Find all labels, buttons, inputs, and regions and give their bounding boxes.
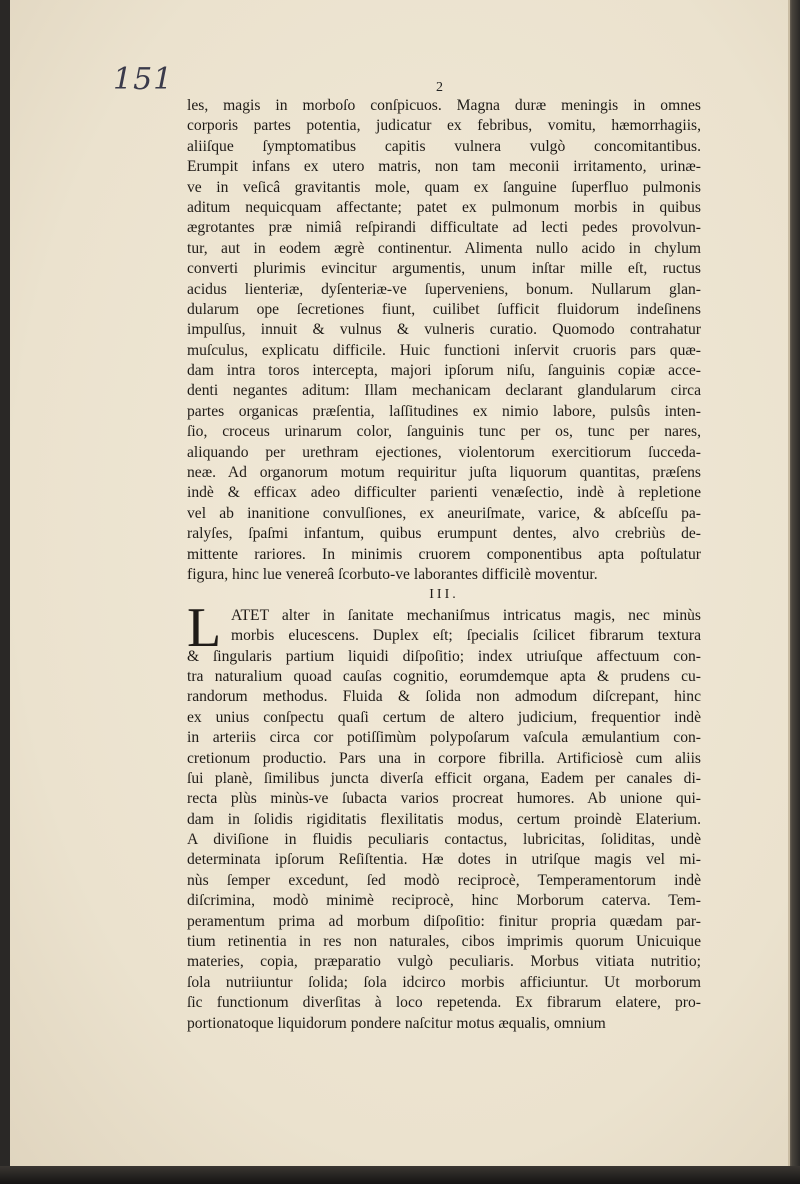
text-line: morbis elucescens. Duplex eſt; ſpecialis ſcilicet fibrarum textura	[231, 627, 701, 645]
text-line: dam in ſolidis rigiditatis flexilitatis modus, certum proindè Elaterium.	[187, 810, 701, 828]
text-line: acidus lienteriæ, dyſenteriæ-ve ſuperveniens, bonum. Nullarum glan-	[187, 280, 701, 298]
text-line: aliiſque ſymptomatibus capitis vulnera vulgò concomitantibus.	[187, 137, 701, 155]
text-line: tium retinentia in res non naturales, cibos imprimis quorum Unicuique	[187, 933, 701, 951]
text-line: mittente rariores. In minimis cruorem componentibus apta poſtulatur	[187, 545, 701, 563]
text-line: converti plurimis evincitur argumentis, unum inſtar mille eſt, ructus	[187, 260, 701, 278]
text-line: ægrotantes præ nimiâ reſpirandi difficultate ad lecti pedes provolvun-	[187, 219, 701, 237]
folio-number: 151	[113, 62, 174, 97]
text-line: ve in veſicâ gravitantis mole, quam ex ſanguine ſuperfluo pulmonis	[187, 178, 701, 196]
text-line: determinata ipſorum Reſiſtentia. Hæ dotes in utriſque magis vel mi-	[187, 851, 701, 869]
text-line: ſui planè, ſimilibus juncta diverſa efficit organa, Eadem per canales di-	[187, 769, 701, 787]
text-line: recta plùs minùs-ve ſubacta varios procreat humores. Ab unione qui-	[187, 790, 701, 808]
text-line: materies, copia, præparatio vulgò peculiaris. Morbus vitiata nutritio;	[187, 953, 701, 971]
text-line: ralyſes, ſpaſmi infantum, quibus erumpunt dentes, alvo crebriùs de-	[187, 525, 701, 543]
text-line: indè & efficax adeo difficulter parienti venæſectio, indè à repletione	[187, 484, 701, 502]
text-line: aliquando per urethram ejectiones, violentorum exercitiorum ſucceda-	[187, 443, 701, 461]
paragraph-2	[187, 596, 701, 1034]
signature-mark: 2	[436, 80, 443, 95]
page-bottom-edge	[0, 1166, 800, 1184]
text-line: dam intra toros intercepta, majori ipſorum niſu, ſanguinis copiæ acce-	[187, 362, 701, 380]
text-line: vel ab inanitione convulſiones, ex aneuriſmate, varice, & abſceſſu pa-	[187, 504, 701, 522]
text-line: ATET alter in ſanitate mechaniſmus intricatus magis, nec minùs	[231, 606, 701, 624]
section-heading: III.	[429, 587, 459, 603]
text-line: neæ. Ad organorum motum requiritur juſta liquorum quantitas, præſens	[187, 464, 701, 482]
text-line: figura, hinc lue venereâ ſcorbuto-ve laborantes difficilè moventur.	[187, 565, 598, 583]
text-line: A diviſione in fluidis peculiaris contactus, lubricitas, ſoliditas, undè	[187, 831, 701, 849]
text-line: ſola nutriiuntur ſolida; ſola idcirco morbis afficiuntur. Ut morborum	[187, 973, 701, 991]
text-line: aditum nequicquam affectante; patet ex pulmonum morbis in quibus	[187, 198, 701, 216]
text-line: les, magis in morboſo conſpicuos. Magna duræ meningis in omnes	[187, 97, 701, 114]
text-line: tur, aut in eodem ægrè continentur. Alimenta nullo acido in chylum	[187, 239, 701, 257]
text-line: peramentum prima ad morbum diſpoſitio: finitur propria quædam par-	[187, 912, 701, 930]
text-line: denti negantes aditum: Illam mechanicam declarant glandularum circa	[187, 382, 701, 400]
text-line: ſic functionum diverſitas à loco repetenda. Ex fibrarum elatere, pro-	[187, 994, 701, 1012]
paragraph-1	[187, 96, 701, 585]
text-line: Erumpit infans ex utero matris, non tam meconii irritamento, urinæ-	[187, 158, 701, 176]
text-line: diſcrimina, modò minimè reciprocè, hinc Morborum caterva. Tem-	[187, 892, 701, 910]
text-line: randorum methodus. Fluida & ſolida non admodum diſcrepant, hinc	[187, 688, 701, 706]
text-line: partes organicas præſentia, laſſitudines ex nimio labore, pulsûs inten-	[187, 402, 701, 420]
text-line: ex unius conſpectu quaſi certum de altero judicium, frequentior indè	[187, 708, 701, 726]
text-line: impulſus, innuit & vulnus & vulneris curatio. Quomodo contrahatur	[187, 321, 701, 339]
text-line: nùs ſemper excedunt, ſed modò reciprocè, Temperamentorum indè	[187, 871, 701, 889]
body-text	[187, 96, 701, 1034]
text-line: muſculus, explicatu difficile. Huic functioni inſervit cruoris pars quæ-	[187, 341, 701, 359]
paragraph-2-lines	[187, 596, 701, 1034]
text-line: & ſingularis partium liquidi diſpoſitio; index utriuſque affectuum con-	[187, 647, 701, 665]
drop-cap: L	[187, 596, 222, 659]
text-line: ſio, croceus urinarum color, ſanguinis tunc per os, tunc per nares,	[187, 423, 701, 441]
text-line: in arteriis circa cor potiſſimùm polypoſarum vaſcula æmulantium con-	[187, 729, 701, 747]
text-line: portionatoque liquidorum pondere naſcitur motus æqualis, omnium	[187, 1014, 606, 1032]
text-line: tra naturalium quoad cauſas cognitio, eorumdemque apta & prudens cu-	[187, 667, 701, 685]
text-line: corporis partes potentia, judicatur ex febribus, vomitu, hæmorrhagiis,	[187, 117, 701, 135]
text-line: dularum ope ſecretiones fiunt, cuilibet ſufficit fluidorum indeſinens	[187, 300, 701, 318]
text-line: cretionum productio. Pars una in corpore fibrilla. Artificiosè cum aliis	[187, 749, 701, 767]
